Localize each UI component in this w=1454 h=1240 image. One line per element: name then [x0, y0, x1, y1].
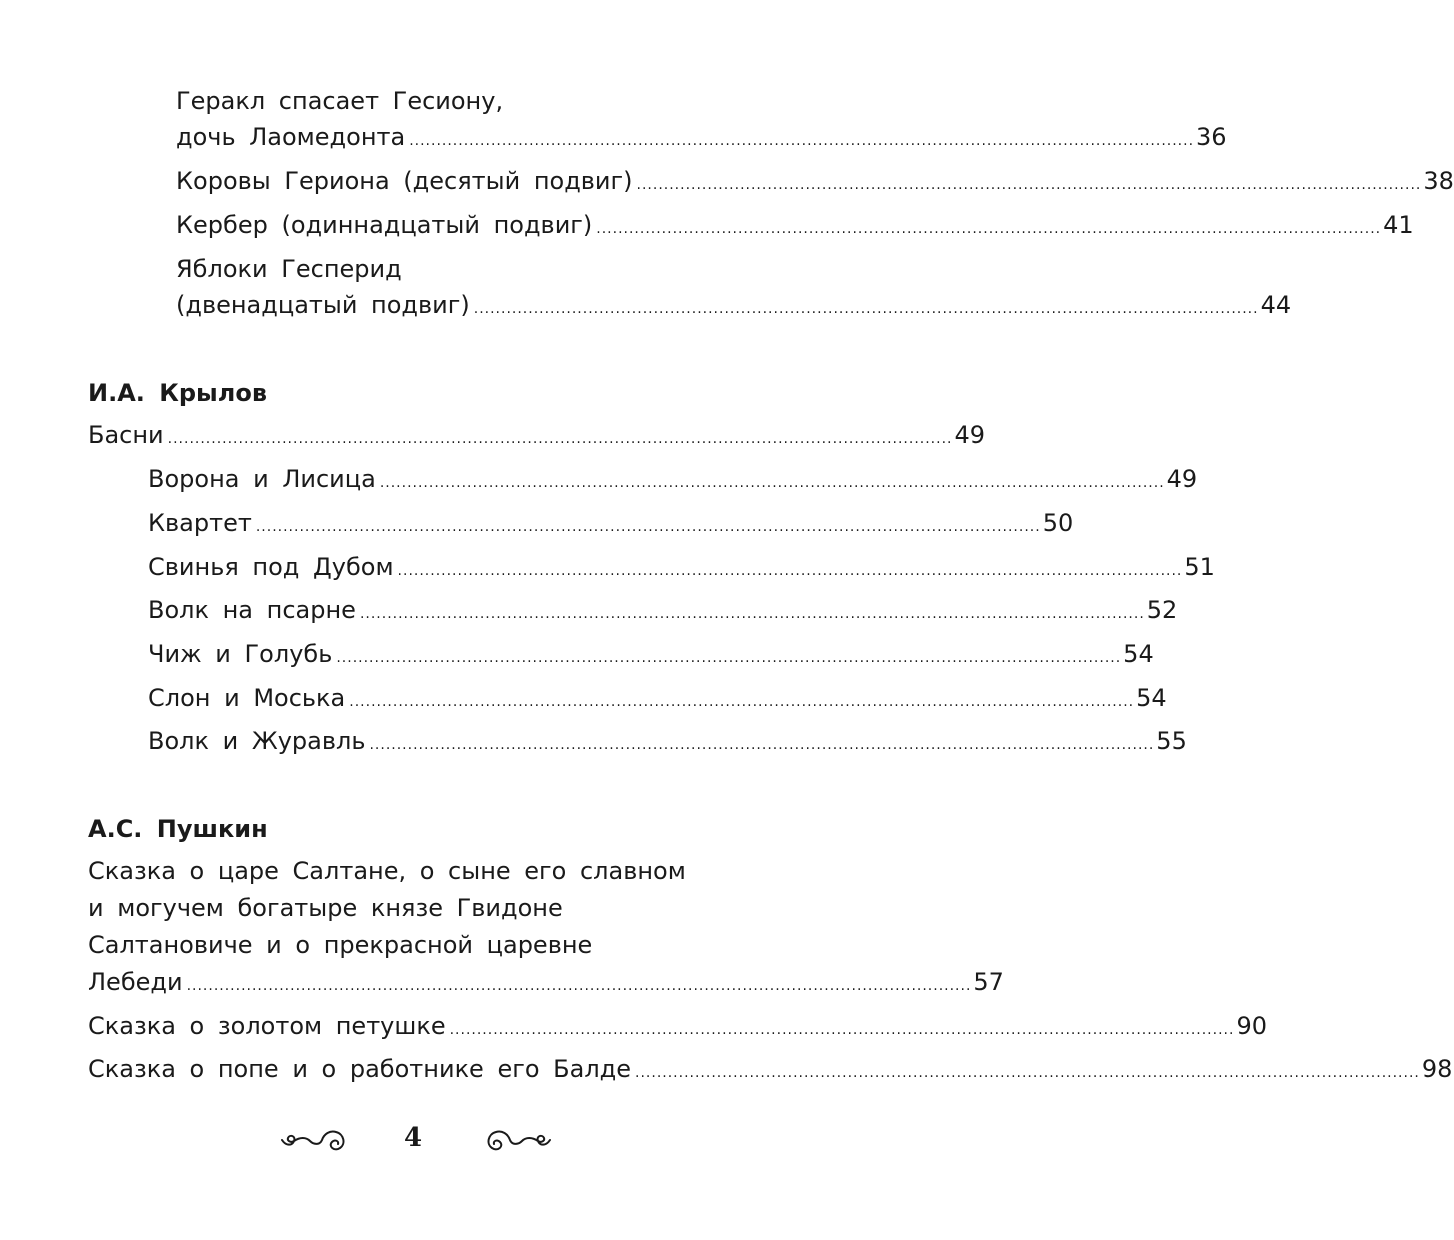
toc-entry-gerakl-line1: Геракл спасает Гесиону,	[176, 87, 504, 115]
dot-leader: ................................................................................................................................................	[167, 431, 953, 447]
toc-entry-gerakl[interactable]	[176, 122, 1227, 156]
toc-page-number: 52	[1146, 596, 1178, 624]
section-heading-pushkin: А.С. Пушкин	[88, 815, 268, 843]
dot-leader: ................................................................................................................................................	[473, 301, 1259, 317]
toc-entry-krylov-0[interactable]	[148, 464, 1198, 498]
toc-entry-title: Сказка о золотом петушке	[88, 1012, 446, 1040]
toc-page-number: 90	[1236, 1012, 1267, 1040]
dot-leader: ................................................................................................................................................	[349, 694, 1135, 710]
toc-page-number: 54	[1136, 684, 1167, 712]
toc-page-number: 44	[1260, 291, 1292, 319]
toc-page-number: 55	[1156, 727, 1187, 755]
toc-page-number: 51	[1184, 553, 1215, 581]
dot-leader: ................................................................................................................................................	[409, 133, 1195, 149]
dot-leader: ................................................................................................................................................	[636, 177, 1422, 193]
toc-entry-yabloki[interactable]	[176, 290, 1292, 324]
toc-entry-title: Коровы Гериона (десятый подвиг)	[176, 167, 633, 195]
toc-entry-saltan-line2: и могучем богатыре князе Гвидоне	[88, 894, 563, 922]
dot-leader: ................................................................................................................................................	[359, 606, 1145, 622]
toc-page-number: 50	[1042, 509, 1074, 537]
toc-entry-title: Сказка о попе и о работнике его Балде	[88, 1055, 632, 1083]
dot-leader: ................................................................................................................................................	[369, 737, 1155, 753]
dot-leader: ................................................................................................................................................	[336, 650, 1122, 666]
toc-entry-saltan[interactable]	[88, 967, 1004, 1001]
toc-entry-title: Свинья под Дубом	[148, 553, 394, 581]
dot-leader: ................................................................................................................................................	[596, 221, 1382, 237]
toc-entry-saltan-line3: Салтановиче и о прекрасной царевне	[88, 931, 593, 959]
swirl-ornament-icon	[474, 1124, 554, 1152]
dot-leader: ................................................................................................................................................	[255, 519, 1041, 535]
toc-page-number: 98	[1421, 1055, 1453, 1083]
page-footer	[0, 1118, 827, 1158]
toc-entry-title: Лебеди	[88, 968, 183, 996]
toc-entry-kerber[interactable]	[176, 210, 1414, 244]
section-heading-krylov: И.А. Крылов	[88, 379, 268, 407]
toc-page-number: 54	[1123, 640, 1154, 668]
dot-leader: ................................................................................................................................................	[449, 1022, 1235, 1038]
toc-entry-korovy[interactable]	[176, 166, 1454, 200]
swirl-ornament-icon	[278, 1124, 358, 1152]
toc-entry-title: Басни	[88, 421, 164, 449]
toc-entry-krylov-4[interactable]	[148, 639, 1154, 673]
toc-page-number: 49	[954, 421, 986, 449]
toc-entry-title: дочь Лаомедонта	[176, 123, 406, 151]
toc-entry-krylov-3[interactable]	[148, 595, 1178, 629]
dot-leader: ................................................................................................................................................	[397, 563, 1183, 579]
toc-entry-title: Слон и Моська	[148, 684, 346, 712]
toc-page-number: 49	[1166, 465, 1198, 493]
toc-entry-title: Ворона и Лисица	[148, 465, 376, 493]
toc-entry-title: Квартет	[148, 509, 252, 537]
toc-entry-title: Волк и Журавль	[148, 727, 366, 755]
toc-entry-basni[interactable]	[88, 420, 986, 454]
toc-page-number: 57	[973, 968, 1004, 996]
toc-entry-yabloki-line1: Яблоки Гесперид	[176, 255, 402, 283]
toc-entry-krylov-2[interactable]	[148, 552, 1215, 586]
toc-entry-krylov-5[interactable]	[148, 683, 1167, 717]
toc-entry-krylov-1[interactable]	[148, 508, 1074, 542]
toc-entry-title: Чиж и Голубь	[148, 640, 333, 668]
toc-page-number: 36	[1196, 123, 1227, 151]
toc-entry-pushkin-0[interactable]	[88, 1011, 1267, 1045]
toc-page-number: 38	[1423, 167, 1454, 195]
toc-page-number: 41	[1383, 211, 1414, 239]
toc-entry-saltan-line1: Сказка о царе Салтане, о сыне его славном	[88, 857, 686, 885]
dot-leader: ................................................................................................................................................	[379, 475, 1165, 491]
toc-entry-title: Волк на псарне	[148, 596, 356, 624]
dot-leader: ................................................................................................................................................	[186, 978, 972, 994]
toc-entry-title: (двенадцатый подвиг)	[176, 291, 470, 319]
toc-entry-pushkin-1[interactable]	[88, 1054, 1453, 1088]
dot-leader: ................................................................................................................................................	[635, 1065, 1420, 1081]
toc-entry-title: Кербер (одиннадцатый подвиг)	[176, 211, 593, 239]
toc-entry-krylov-6[interactable]	[148, 726, 1187, 760]
page-number: 4	[403, 1123, 423, 1153]
